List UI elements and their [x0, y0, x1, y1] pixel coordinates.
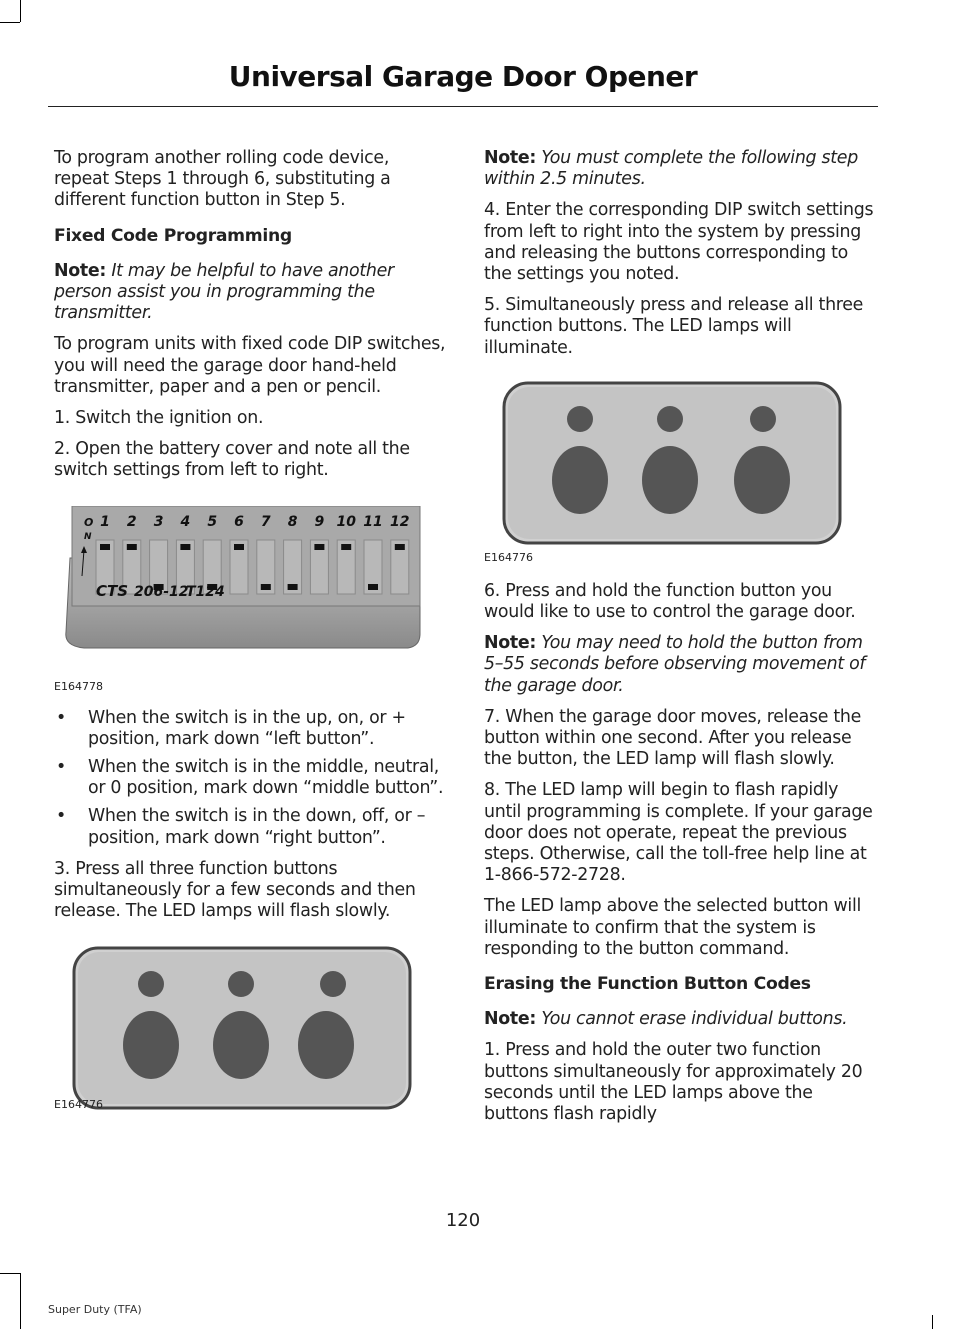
dip-switch-number: 2: [126, 513, 137, 530]
dip-switch-knob: [100, 544, 110, 550]
note-label: Note:: [484, 1009, 537, 1030]
intro-paragraph: To program another rolling code device, repeat Steps 1 through 6, substituting a different function button in Step 5.: [54, 148, 391, 211]
function-button-middle: [642, 446, 698, 514]
erase-step-1: 1. Press and hold the outer two function buttons simultaneously for approximately 20 seconds until the LED lamps above the buttons flash rapidly: [484, 1040, 863, 1125]
on-label: O: [84, 515, 94, 529]
switch-position-list: [54, 708, 446, 849]
dip-brand-text: CTS: [96, 581, 129, 600]
dip-switch-knob: [261, 584, 271, 590]
dip-switch-knob: [288, 584, 298, 590]
led-lamp-middle: [228, 971, 254, 997]
dip-switch-knob: [395, 544, 405, 550]
dip-switch-knob: [341, 544, 351, 550]
right-column: [484, 148, 876, 1135]
crop-mark: [932, 1315, 933, 1329]
left-column: [54, 148, 446, 1122]
page-number: 120: [445, 1210, 481, 1231]
note-label: Note:: [54, 260, 107, 281]
step-8: 8. The LED lamp will begin to flash rapidly until programming is complete. If your garage door does not operate, repeat the previous steps. Otherwise, call the toll-free help line at 1-866-572-2728.: [484, 780, 873, 886]
function-button-right: [298, 1011, 354, 1079]
function-buttons-figure: [54, 932, 446, 1112]
dip-switch-knob: [368, 584, 378, 590]
note: [484, 1009, 876, 1030]
page-title: Universal Garage Door Opener: [228, 60, 698, 93]
dip-part-text: T124: [186, 583, 225, 600]
list-item: • When the switch is in the middle, neutral, or 0 position, mark down “middle button”.: [56, 757, 444, 799]
svg-text:N: N: [84, 531, 92, 542]
figure-code: E164776: [54, 1098, 103, 1112]
function-button-left: [123, 1011, 179, 1079]
dip-switch-number: 4: [180, 513, 191, 530]
dip-switch-knob: [127, 544, 137, 550]
note: [484, 633, 876, 697]
step-2: 2. Open the battery cover and note all the switch settings from left to right.: [54, 439, 410, 481]
function-button-left: [552, 446, 608, 514]
step-3: 3. Press all three function buttons simultaneously for a few seconds and then release. The LED lamps will flash slowly.: [54, 858, 416, 922]
dip-switch-number: 3: [153, 513, 164, 530]
footer-book-title: Super Duty (TFA): [48, 1303, 142, 1316]
list-item: • When the switch is in the down, off, or – position, mark down “right button”.: [56, 806, 426, 848]
section-heading-erasing: Erasing the Function Button Codes: [484, 974, 811, 995]
dip-switch-number: 7: [260, 513, 271, 530]
crop-mark: [0, 1273, 20, 1274]
note: [484, 148, 876, 190]
bullet: •: [56, 806, 66, 827]
step-1: 1. Switch the ignition on.: [54, 408, 264, 429]
dip-switch-knob: [234, 544, 244, 550]
note-text: You cannot erase individual buttons.: [541, 1009, 848, 1030]
function-buttons-illustration: [484, 381, 876, 551]
figure-code: E164776: [484, 550, 533, 564]
step-4: 4. Enter the corresponding DIP switch settings from left to right into the system by pressing and releasing the buttons corresponding to the settings you noted.: [484, 200, 874, 285]
function-button-middle: [213, 1011, 269, 1079]
led-lamp-right: [750, 406, 776, 432]
title-rule: [48, 106, 878, 107]
dip-switch-number: 1: [100, 513, 110, 530]
function-buttons-figure: [484, 369, 876, 571]
crop-mark: [0, 22, 20, 23]
bullet: •: [56, 757, 66, 778]
dip-switch-number: 12: [390, 513, 410, 530]
dip-switch-illustration: [54, 506, 446, 696]
note-text: It may be helpful to have another person assist you in programming the transmitter.: [54, 260, 394, 324]
note-text: You may need to hold the button from 5–55 seconds before observing movement of the garage door.: [484, 633, 866, 696]
figure-code: E164778: [54, 679, 103, 693]
list-item: • When the switch is in the up, on, or + position, mark down “left button”.: [56, 707, 406, 749]
note-label: Note:: [484, 148, 537, 168]
crop-mark: [20, 1273, 21, 1329]
step-7: 7. When the garage door moves, release the button within one second. After you release the button, the LED lamp will flash slowly.: [484, 706, 861, 770]
paragraph: To program units with fixed code DIP switches, you will need the garage door hand-held transmitter, paper and a pen or pencil.: [54, 334, 446, 397]
dip-model-text: 206-12: [134, 583, 189, 600]
step-6: 6. Press and hold the function button you would like to use to control the garage door.: [484, 580, 856, 623]
dip-switch-number: 6: [234, 513, 244, 530]
dip-switch-number: 5: [207, 513, 218, 530]
note-label: Note:: [484, 633, 537, 654]
led-lamp-left: [567, 406, 593, 432]
dip-switch-knob: [180, 544, 190, 550]
led-lamp-middle: [657, 406, 683, 432]
function-button-right: [734, 446, 790, 514]
dip-switch-number: 8: [287, 513, 298, 530]
dip-switch-number: 9: [314, 513, 325, 530]
dip-switch-number: 11: [363, 513, 383, 530]
note-text: You must complete the following step within 2.5 minutes.: [484, 148, 858, 190]
paragraph: The LED lamp above the selected button will illuminate to confirm that the system is responding to the button command.: [484, 896, 862, 959]
dip-switch-knob: [314, 544, 324, 550]
dip-switch-figure: [54, 492, 446, 698]
section-heading-fixed-code: Fixed Code Programming: [54, 225, 292, 246]
step-5: 5. Simultaneously press and release all three function buttons. The LED lamps will illuminate.: [484, 295, 864, 358]
function-buttons-illustration: [54, 946, 446, 1116]
note: [54, 261, 446, 325]
led-lamp-left: [138, 971, 164, 997]
dip-switch-number: 10: [336, 513, 356, 530]
led-lamp-right: [320, 971, 346, 997]
crop-mark: [20, 0, 21, 22]
bullet: •: [56, 707, 66, 728]
